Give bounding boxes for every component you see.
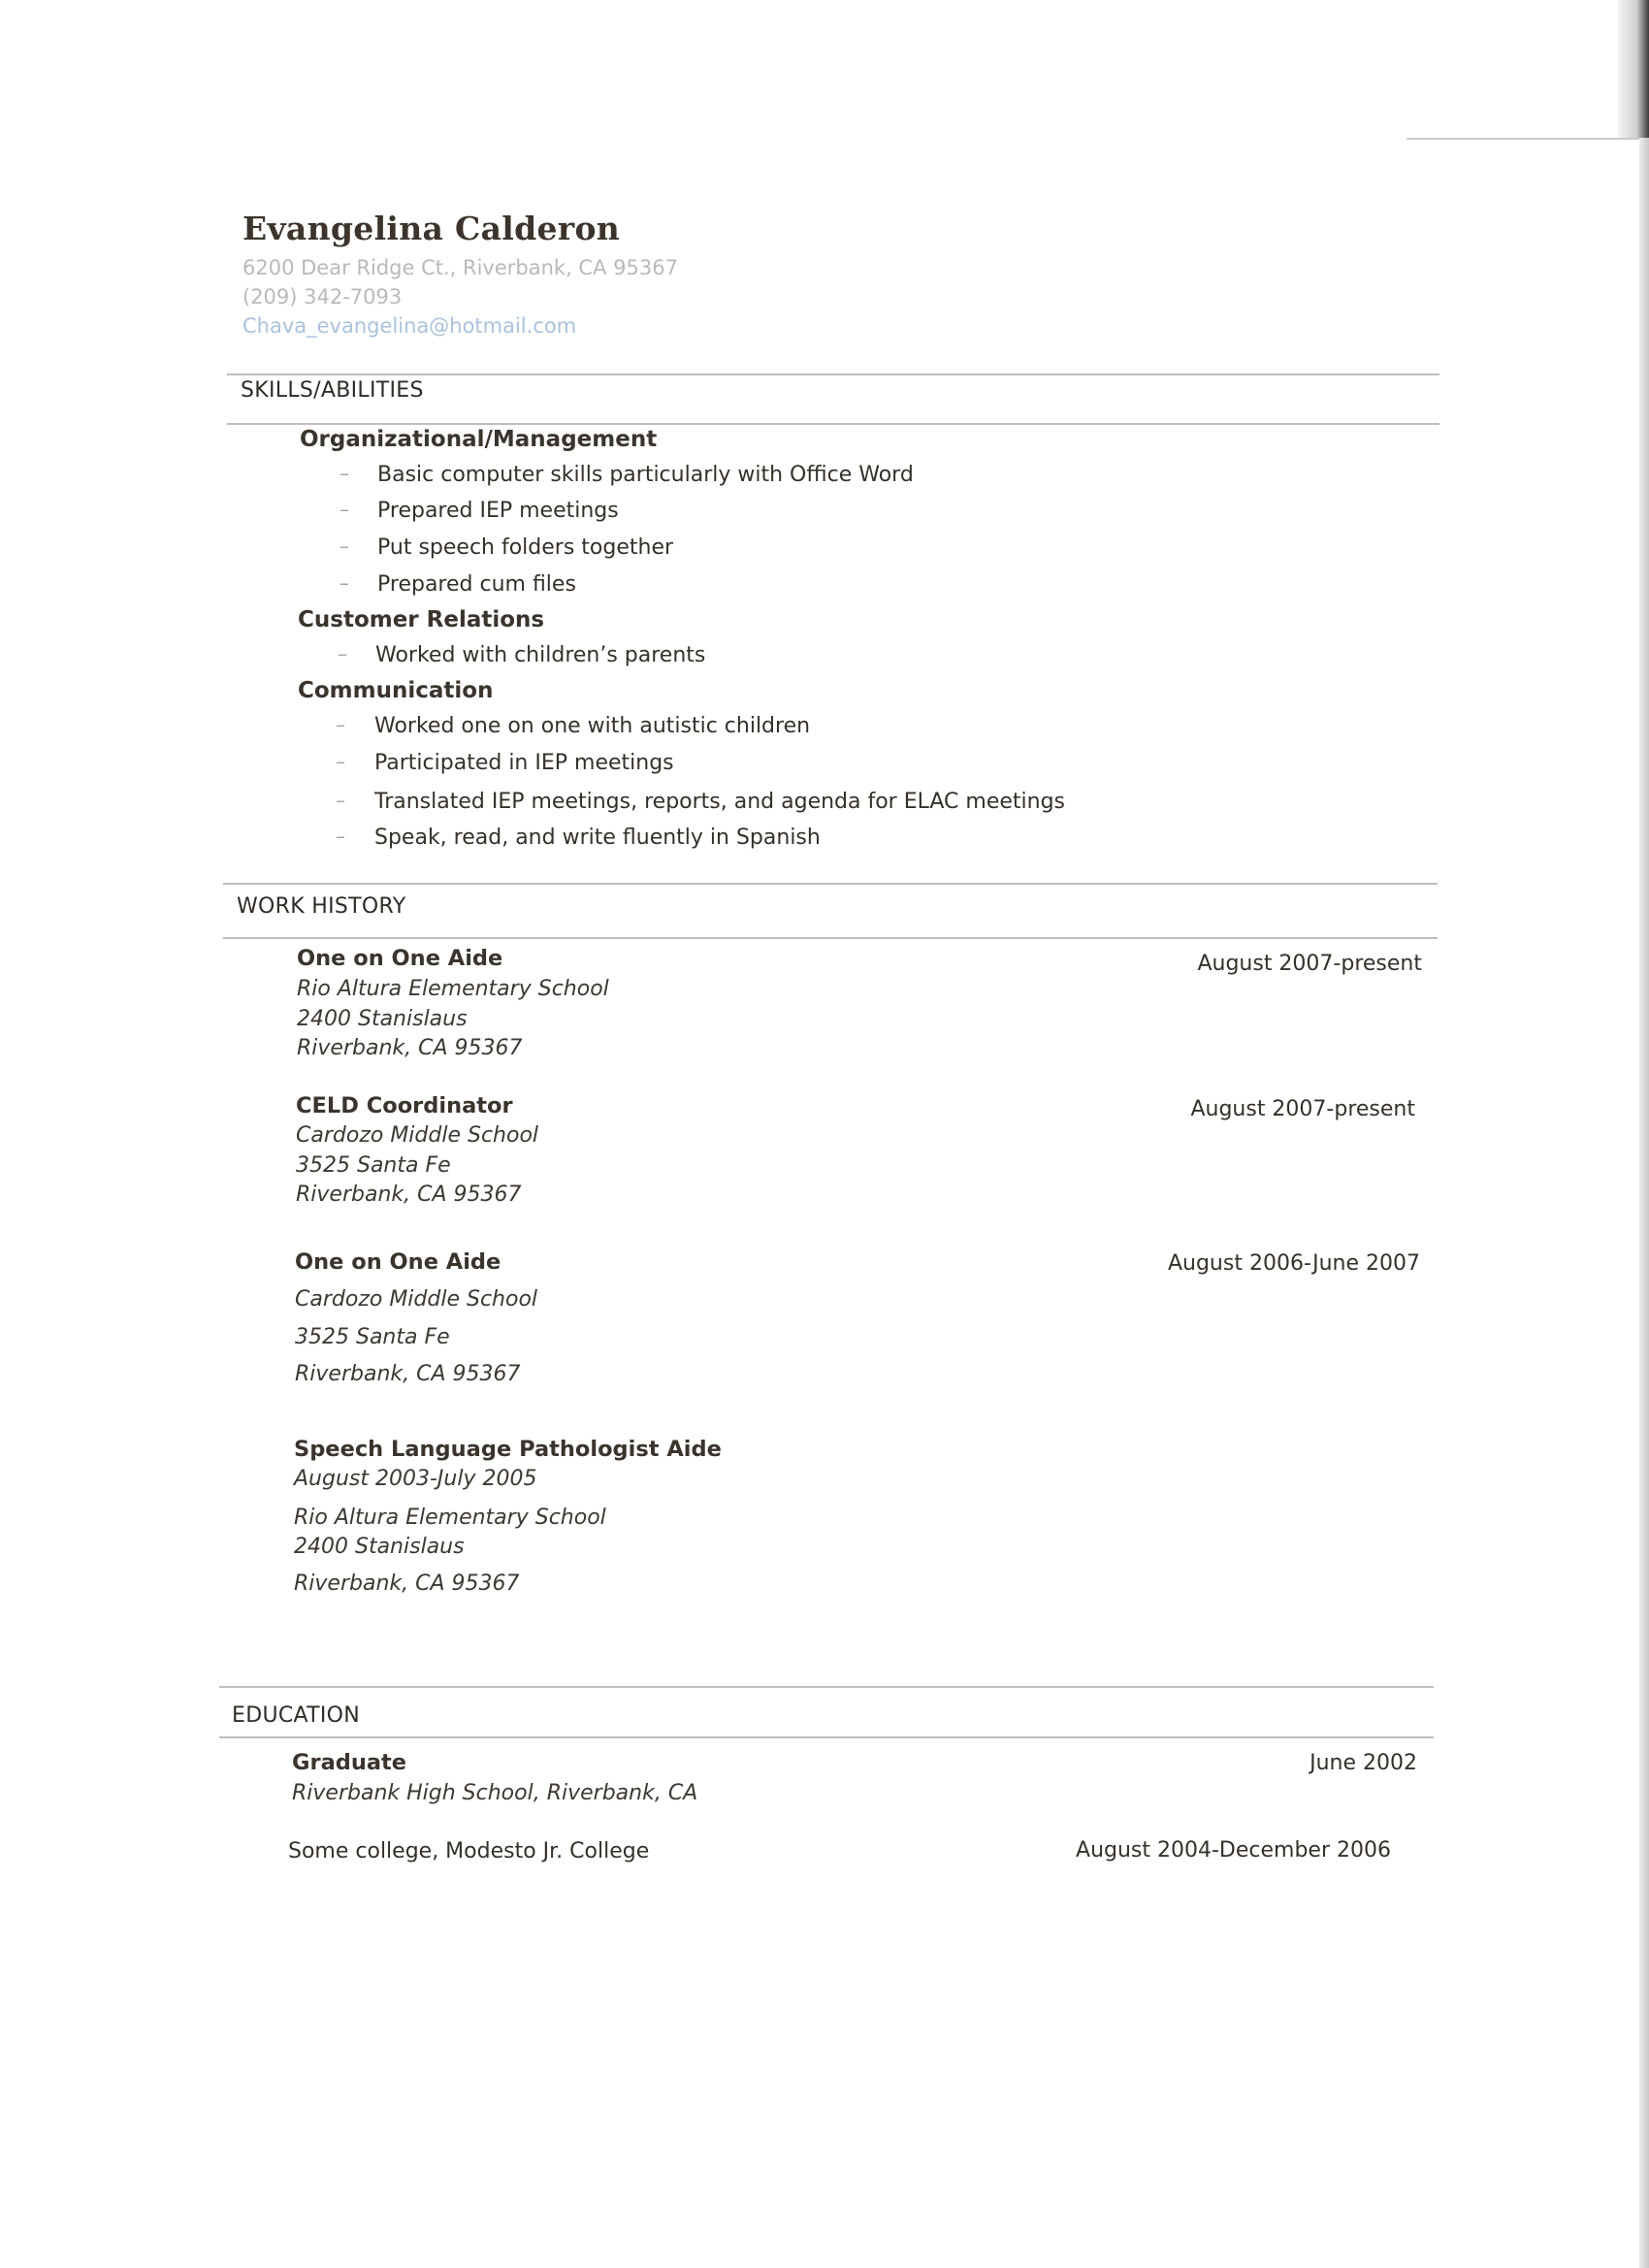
job-address: 3525 Santa Fe [296,1153,451,1178]
list-bullet: – [336,789,345,812]
section-rule-bottom [219,1736,1434,1738]
job-employer: Rio Altura Elementary School [294,1506,606,1530]
college-date: August 2004-December 2006 [1076,1838,1391,1863]
job-address: 2400 Stanislaus [294,1535,465,1559]
job-address: 3525 Santa Fe [295,1325,450,1349]
list-bullet: – [340,462,349,485]
job-date: August 2007-present [1197,952,1422,976]
section-rule-top [223,883,1438,885]
skill-item: Basic computer skills particularly with Office Word [377,463,914,487]
email-link[interactable]: Chava_evangelina@hotmail.com [242,314,577,338]
phone-line: (209) 342-7093 [242,285,403,308]
list-bullet: – [340,498,349,521]
section-rule-top [227,373,1439,375]
job-title: One on One Aide [295,1249,501,1275]
skill-category-organizational: Organizational/Management [300,427,658,452]
skill-category-communication: Communication [298,678,494,703]
degree-title: Graduate [292,1750,407,1775]
section-rule-bottom [227,423,1439,425]
skill-item: Participated in IEP meetings [374,751,674,775]
high-school: Riverbank High School, Riverbank, CA [292,1781,698,1805]
section-rule-top [219,1686,1434,1688]
skill-item: Put speech folders together [377,535,674,560]
section-rule-bottom [223,937,1438,939]
job-title: CELD Coordinator [296,1093,513,1118]
job-city: Riverbank, CA 95367 [296,1183,522,1207]
skills-section-title: SKILLS/ABILITIES [241,378,424,403]
skill-item: Worked one on one with autistic children [374,714,811,738]
scan-edge-right-lower [1639,138,1649,2268]
job-title: One on One Aide [297,946,503,971]
work-section-title: WORK HISTORY [237,894,406,919]
job-city: Riverbank, CA 95367 [294,1571,520,1596]
degree-date: June 2002 [1310,1751,1417,1775]
list-bullet: – [338,642,347,665]
college-line: Some college, Modesto Jr. College [288,1839,650,1863]
address-line: 6200 Dear Ridge Ct., Riverbank, CA 95367 [242,256,678,279]
job-title: Speech Language Pathologist Aide [294,1437,722,1462]
list-bullet: – [336,713,345,736]
education-section-title: EDUCATION [232,1703,361,1728]
job-date: August 2007-present [1190,1097,1415,1121]
job-city: Riverbank, CA 95367 [297,1036,523,1060]
job-employer: Cardozo Middle School [295,1287,538,1312]
job-address: 2400 Stanislaus [297,1007,468,1031]
job-employer: Cardozo Middle School [296,1123,539,1148]
list-bullet: – [340,571,349,595]
skill-item: Prepared cum files [377,572,576,597]
scan-edge-top [1406,138,1649,140]
skill-item: Prepared IEP meetings [377,499,619,523]
list-bullet: – [336,750,345,773]
skill-item: Translated IEP meetings, reports, and agenda for ELAC meetings [374,790,1066,814]
scan-edge-right [1618,0,1649,138]
job-date-line: August 2003-July 2005 [294,1467,537,1491]
list-bullet: – [336,825,345,848]
skill-item: Worked with children’s parents [375,643,706,667]
list-bullet: – [340,535,349,558]
job-date: August 2006-June 2007 [1167,1251,1420,1276]
candidate-name: Evangelina Calderon [242,210,621,247]
skill-category-customer-relations: Customer Relations [298,607,545,632]
resume-header [242,210,678,340]
job-city: Riverbank, CA 95367 [295,1362,521,1386]
skill-item: Speak, read, and write fluently in Spanish [374,826,821,850]
job-employer: Rio Altura Elementary School [297,977,609,1001]
